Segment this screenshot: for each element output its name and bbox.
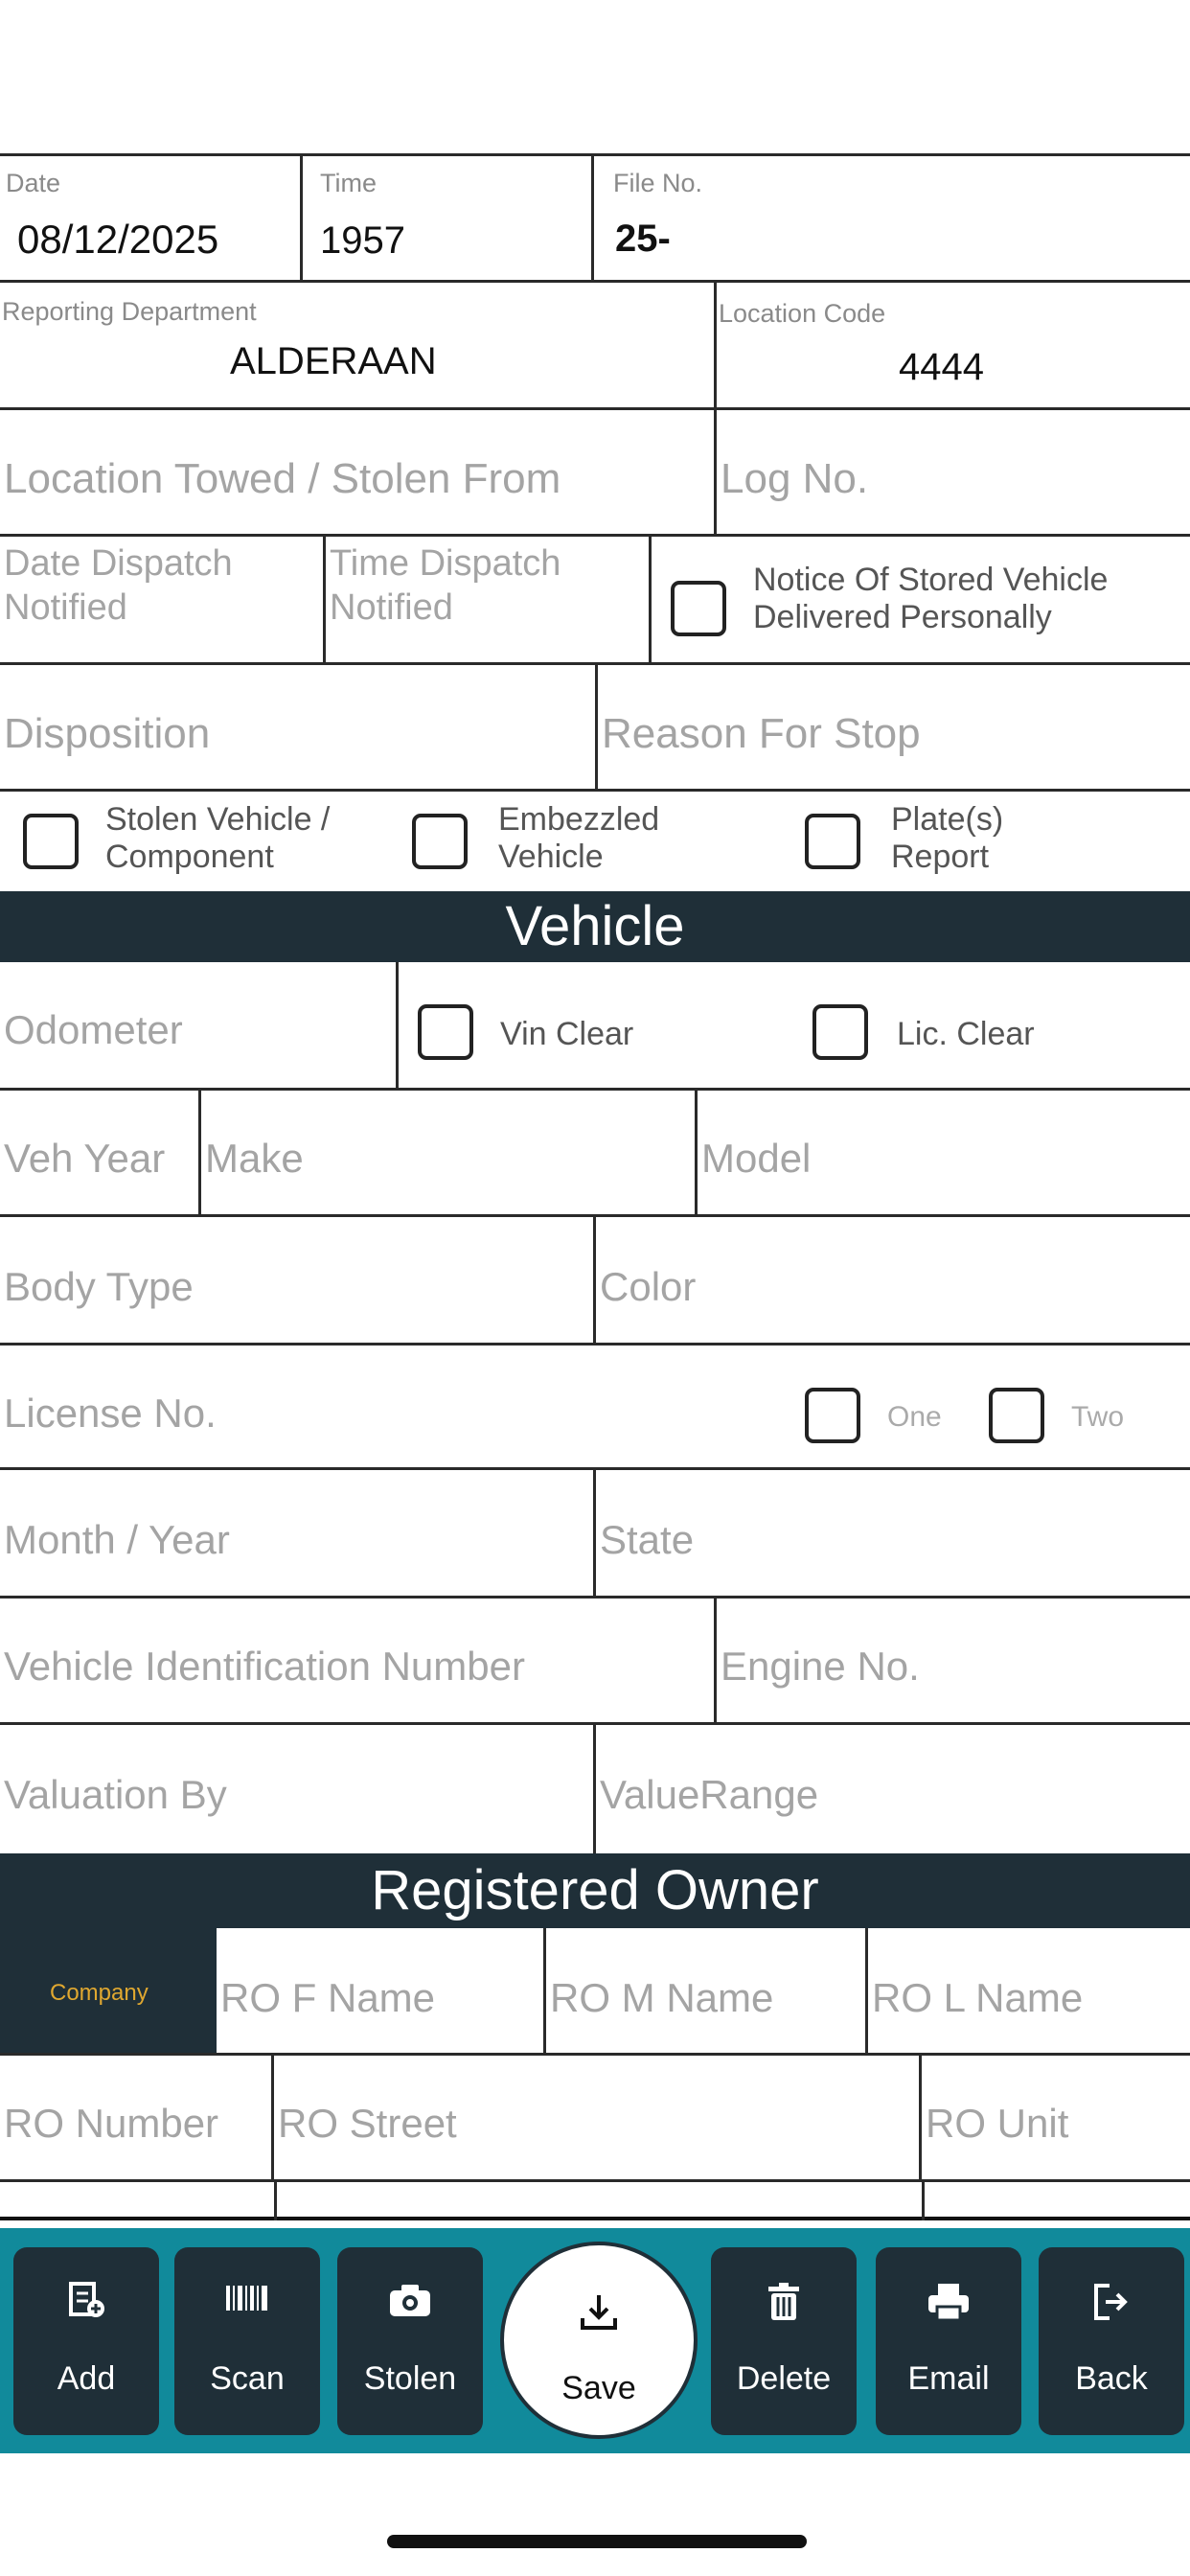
barcode-icon <box>174 2282 320 2326</box>
ro-street-placeholder: RO Street <box>278 2101 457 2146</box>
date-field[interactable] <box>0 156 303 280</box>
embezzled-vehicle-checkbox[interactable] <box>412 814 468 869</box>
state-field[interactable] <box>596 1470 1190 1596</box>
time-field[interactable] <box>303 156 594 280</box>
row-body-color <box>0 1217 1190 1346</box>
ro-first-name-field[interactable] <box>217 1928 546 2053</box>
ro-number-placeholder: RO Number <box>4 2101 219 2146</box>
vin-clear-checkbox[interactable] <box>418 1004 473 1060</box>
printer-icon <box>876 2282 1021 2326</box>
notice-stored-label: Notice Of Stored Vehicle Delivered Personally <box>753 562 1109 636</box>
location-code-label: Location Code <box>719 299 886 328</box>
lic-clear-label: Lic. Clear <box>897 1016 1035 1052</box>
month-year-placeholder: Month / Year <box>4 1517 230 1562</box>
time-dispatch-field[interactable] <box>326 537 652 662</box>
save-label: Save <box>561 2370 636 2406</box>
valuation-by-field[interactable] <box>0 1725 596 1853</box>
file-no-value: 25- <box>615 218 671 260</box>
veh-year-placeholder: Veh Year <box>4 1136 166 1181</box>
embezzled-vehicle-label: Embezzled Vehicle <box>498 801 660 876</box>
log-no-field[interactable] <box>717 410 1190 534</box>
ro-middle-name-field[interactable] <box>546 1928 868 2053</box>
disposition-placeholder: Disposition <box>4 710 211 757</box>
model-placeholder: Model <box>701 1136 812 1181</box>
row-dispatch <box>0 537 1190 665</box>
vin-placeholder: Vehicle Identification Number <box>4 1644 525 1689</box>
ro-number-field[interactable] <box>0 2056 274 2179</box>
vehicle-section-header: Vehicle <box>0 891 1190 962</box>
month-year-field[interactable] <box>0 1470 596 1596</box>
log-no-placeholder: Log No. <box>721 455 869 502</box>
row-ro-names <box>0 1928 1190 2056</box>
row-year-make-model <box>0 1091 1190 1217</box>
reporting-department-value: ALDERAAN <box>230 340 437 382</box>
scan-label: Scan <box>210 2360 285 2397</box>
ro-last-name-field[interactable] <box>868 1928 1190 2053</box>
date-dispatch-placeholder: Date Dispatch Notified <box>4 543 233 628</box>
plate-two-label: Two <box>1071 1401 1125 1433</box>
logout-icon <box>1039 2282 1184 2326</box>
notice-stored-field <box>652 537 1190 662</box>
row-valuation <box>0 1725 1190 1853</box>
row-date-time-file <box>0 153 1190 283</box>
file-no-label: File No. <box>613 169 703 197</box>
body-type-placeholder: Body Type <box>4 1264 194 1309</box>
ro-middle-name-placeholder: RO M Name <box>550 1975 774 2020</box>
notice-stored-checkbox[interactable] <box>671 581 726 636</box>
scan-button[interactable] <box>174 2247 320 2435</box>
ro-last-name-placeholder: RO L Name <box>872 1975 1084 2020</box>
row-location-towed <box>0 410 1190 537</box>
stolen-label: Stolen <box>363 2360 457 2397</box>
row-odometer <box>0 962 1190 1091</box>
row-department <box>0 283 1190 410</box>
add-button[interactable] <box>13 2247 159 2435</box>
time-value: 1957 <box>320 219 405 262</box>
color-placeholder: Color <box>600 1264 697 1309</box>
ro-unit-field[interactable] <box>922 2056 1190 2179</box>
vin-clear-label: Vin Clear <box>500 1016 634 1052</box>
vin-field[interactable] <box>0 1598 717 1722</box>
email-label: Email <box>907 2360 990 2397</box>
partial-divider-2 <box>922 2182 925 2220</box>
value-range-placeholder: ValueRange <box>600 1772 819 1817</box>
email-button[interactable] <box>876 2247 1021 2435</box>
location-towed-placeholder: Location Towed / Stolen From <box>4 455 561 502</box>
date-value: 08/12/2025 <box>17 217 219 262</box>
state-placeholder: State <box>600 1517 695 1562</box>
file-no-field[interactable] <box>594 156 1190 280</box>
time-dispatch-placeholder: Time Dispatch Notified <box>330 543 561 628</box>
add-document-icon <box>13 2282 159 2326</box>
model-field[interactable] <box>698 1091 1190 1214</box>
company-toggle[interactable] <box>0 1928 217 2053</box>
engine-no-placeholder: Engine No. <box>721 1644 920 1689</box>
odometer-placeholder: Odometer <box>4 1007 183 1052</box>
stolen-button[interactable] <box>337 2247 483 2435</box>
location-towed-field[interactable] <box>0 410 717 534</box>
row-vin <box>0 1598 1190 1725</box>
row-report-type-checkboxes <box>0 792 1190 891</box>
stolen-vehicle-label: Stolen Vehicle / Component <box>105 801 331 876</box>
stolen-vehicle-checkbox[interactable] <box>23 814 79 869</box>
reporting-department-label: Reporting Department <box>2 297 257 326</box>
location-code-value: 4444 <box>899 346 984 388</box>
veh-year-field[interactable] <box>0 1091 201 1214</box>
row-month-state <box>0 1470 1190 1598</box>
make-field[interactable] <box>201 1091 698 1214</box>
ro-street-field[interactable] <box>274 2056 922 2179</box>
reason-for-stop-placeholder: Reason For Stop <box>602 710 921 757</box>
plates-report-checkbox[interactable] <box>805 814 860 869</box>
color-field[interactable] <box>596 1217 1190 1343</box>
reporting-department-field[interactable] <box>0 283 717 407</box>
download-icon <box>504 2291 694 2334</box>
delete-button[interactable] <box>711 2247 857 2435</box>
back-button[interactable] <box>1039 2247 1184 2435</box>
row-ro-next-partial <box>0 2182 1190 2220</box>
bottom-toolbar <box>0 2228 1190 2453</box>
plates-report-label: Plate(s) Report <box>891 801 1004 876</box>
partial-divider-1 <box>274 2182 277 2220</box>
value-range-field[interactable] <box>596 1725 1190 1853</box>
plate-two-checkbox[interactable] <box>989 1388 1044 1443</box>
make-placeholder: Make <box>205 1136 304 1181</box>
camera-icon <box>337 2282 483 2326</box>
odometer-field[interactable] <box>0 962 399 1088</box>
lic-clear-checkbox[interactable] <box>812 1004 868 1060</box>
location-code-field[interactable] <box>717 283 1190 407</box>
valuation-by-placeholder: Valuation By <box>4 1772 227 1817</box>
back-label: Back <box>1075 2360 1148 2397</box>
ro-first-name-placeholder: RO F Name <box>220 1975 436 2020</box>
ro-unit-placeholder: RO Unit <box>926 2101 1069 2146</box>
company-label: Company <box>50 1980 149 2006</box>
date-label: Date <box>6 169 61 197</box>
plate-one-label: One <box>887 1401 942 1433</box>
plate-one-checkbox[interactable] <box>805 1388 860 1443</box>
row-ro-address <box>0 2056 1190 2182</box>
body-type-field[interactable] <box>0 1217 596 1343</box>
license-no-placeholder: License No. <box>4 1391 217 1436</box>
row-disposition <box>0 665 1190 792</box>
disposition-field[interactable] <box>0 665 598 789</box>
row-license <box>0 1346 1190 1470</box>
engine-no-field[interactable] <box>717 1598 1190 1722</box>
add-label: Add <box>57 2360 116 2397</box>
clear-checks <box>399 962 1190 1088</box>
home-indicator[interactable] <box>387 2535 807 2548</box>
delete-label: Delete <box>736 2360 832 2397</box>
time-label: Time <box>320 169 377 197</box>
save-button[interactable] <box>500 2242 698 2439</box>
trash-icon <box>711 2282 857 2326</box>
registered-owner-section-header: Registered Owner <box>0 1853 1190 1928</box>
date-dispatch-field[interactable] <box>0 537 326 662</box>
license-no-field[interactable] <box>0 1346 1190 1467</box>
reason-for-stop-field[interactable] <box>598 665 1190 789</box>
